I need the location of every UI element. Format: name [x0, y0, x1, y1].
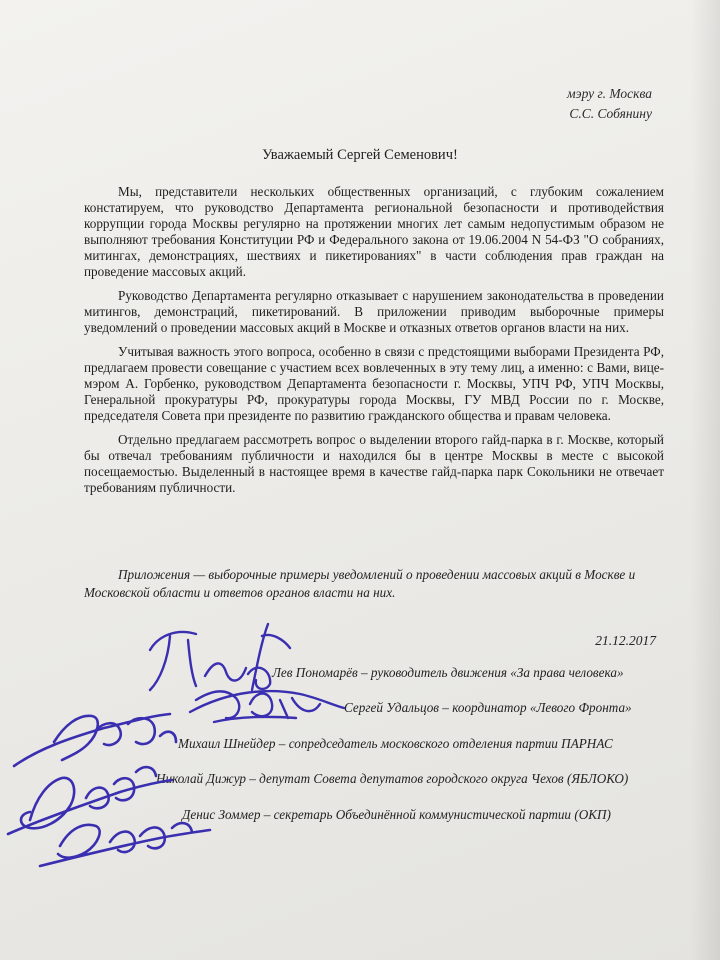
paragraph-3: Учитывая важность этого вопроса, особенно в связи с предстоящими выборами Президента РФ, предлагаем провести совещание с участием всех вовлеченных в эту тему лиц, а именно: с Вами, вице-мэром А. Горбенко, руководством Департамента безопасности г. Москвы, УПЧ РФ, УПЧ Москвы, Генеральной прокуратуры РФ, прокуратуры города Москвы, ГУ МВД России по г. Москве, председателя Совета при президенте по развитию гражданского общества и правам человека. [84, 344, 664, 423]
addressee-line-2: С.С. Собянину [569, 106, 652, 121]
signatory-2: Сергей Удальцов – координатор «Левого Фронта» [344, 700, 632, 715]
paragraph-4: Отдельно предлагаем рассмотреть вопрос о выделении второго гайд-парка в г. Москве, который бы отвечал требованиям публичности и находился бы в центре Москвы в месте с высокой посещаемостью. Выделенный в настоящее время в качестве гайд-парка парк Сокольники не отвечает требованиям публичности. [84, 432, 664, 495]
signatory-3: Михаил Шнейдер – сопредседатель московского отделения партии ПАРНАС [178, 736, 613, 751]
signatory-1: Лев Пономарёв – руководитель движения «За права человека» [272, 665, 624, 680]
greeting: Уважаемый Сергей Семенович! [262, 147, 458, 163]
paragraph-2: Руководство Департамента регулярно отказывает с нарушением законодательства в проведении митингов, демонстраций, пикетирований. В приложении приводим выборочные примеры уведомлений о проведении массовых акций в Москве и отказных ответов органов власти на них. [84, 288, 664, 335]
signatory-5: Денис Зоммер – секретарь Объединённой коммунистической партии (ОКП) [182, 807, 611, 822]
appendix-note: Приложения — выборочные примеры уведомлений о проведении массовых акций в Москве и Московской области и ответов органов власти на них. [84, 567, 636, 600]
signatory-4: Николай Дижур – депутат Совета депутатов городского округа Чехов (ЯБЛОКО) [156, 771, 629, 786]
paragraph-1: Мы, представители нескольких общественных организаций, с глубоким сожалением констатируем, что руководство Департамента региональной безопасности и противодействия коррупции города Москвы регулярно на протяжении многих лет самым недопустимым образом не выполняют требования Конституции РФ и Федерального закона от 19.06.2004 N 54-ФЗ "О собраниях, митингах, демонстрациях, шествиях и пикетированиях" в части соблюдения прав граждан на проведение массовых акций. [84, 184, 664, 279]
addressee-line-1: мэру г. Москва [567, 86, 652, 101]
letter-date: 21.12.2017 [595, 633, 656, 648]
